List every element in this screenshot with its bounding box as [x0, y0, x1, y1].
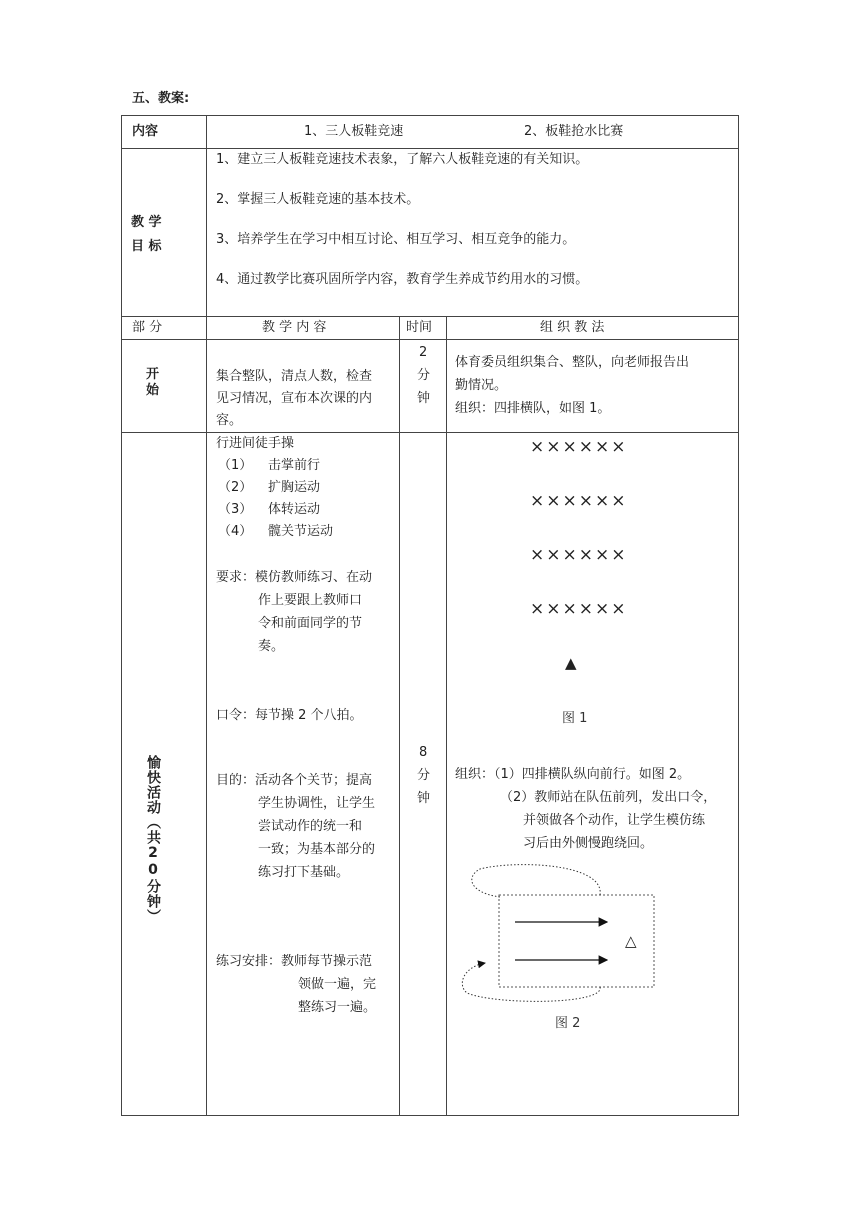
start-time: 2	[419, 345, 428, 360]
activity-time: 8	[419, 745, 428, 760]
requirement-line: 要求：模仿教师练习、在动	[216, 570, 373, 585]
content-item-1: 1、三人板鞋竞速	[304, 124, 404, 139]
start-method-line: 体育委员组织集合、整队，向老师报告出	[455, 355, 690, 370]
start-label-line1: 开	[146, 367, 160, 382]
move-text: 击掌前行	[268, 458, 321, 473]
purpose-line: 目的：活动各个关节；提高	[216, 773, 373, 788]
activity-time: 钟	[417, 791, 431, 806]
section-heading: 五、教案:	[132, 91, 190, 106]
arrangement-line: 整练习一遍。	[298, 1000, 377, 1015]
organization-line: 组织：（1）四排横队纵向前行。如图 2。	[455, 767, 691, 782]
goal-item: 4、通过教学比赛巩固所学内容，教育学生养成节约用水的习惯。	[216, 272, 589, 287]
purpose-line: 练习打下基础。	[258, 865, 350, 880]
header-time: 时间	[406, 320, 433, 335]
move-num: （3）	[218, 502, 253, 517]
organization-line: 并领做各个动作，让学生模仿练	[523, 813, 706, 828]
activity-title: 行进间徒手操	[216, 436, 295, 451]
teacher-marker-icon: ▲	[565, 654, 577, 672]
move-num: （2）	[218, 480, 253, 495]
figure-1-caption: 图 1	[562, 711, 588, 726]
move-text: 髋关节运动	[268, 524, 334, 539]
header-method: 组 织 教 法	[540, 320, 605, 335]
header-part: 部 分	[132, 320, 163, 335]
organization-line: （2）教师站在队伍前列，发出口令，	[500, 790, 717, 805]
start-content-line: 见习情况，宣布本次课的内	[216, 391, 373, 406]
content-label: 内容	[132, 124, 159, 139]
move-num: （1）	[218, 458, 253, 473]
move-text: 体转运动	[268, 502, 321, 517]
requirement-line: 作上要跟上教师口	[258, 593, 363, 608]
move-text: 扩胸运动	[268, 480, 321, 495]
figure-2-diagram	[455, 855, 670, 1005]
activity-label: 愉快活动（共20分钟）	[145, 755, 161, 924]
arrangement-line: 练习安排：教师每节操示范	[216, 954, 373, 969]
arrangement-line: 领做一遍，完	[298, 977, 377, 992]
requirement-line: 奏。	[258, 639, 285, 654]
start-method-line: 组织：四排横队，如图 1。	[455, 401, 611, 416]
purpose-line: 尝试动作的统一和	[258, 819, 363, 834]
return-path-top	[472, 865, 600, 897]
content-item-2: 2、板鞋抢水比赛	[524, 124, 624, 139]
command-text: 口令：每节操 2 个八拍。	[216, 708, 363, 723]
goal-item: 1、建立三人板鞋竞速技术表象，了解六人板鞋竞速的有关知识。	[216, 152, 589, 167]
start-label-line2: 始	[146, 383, 160, 398]
purpose-line: 学生协调性，让学生	[258, 796, 376, 811]
purpose-line: 一致；为基本部分的	[258, 842, 376, 857]
start-content-line: 集合整队，清点人数，检查	[216, 369, 373, 384]
student-row: ××××××	[530, 437, 628, 457]
return-path-bottom	[462, 963, 600, 1001]
goals-label-line2: 目 标	[131, 239, 162, 254]
requirement-line: 令和前面同学的节	[258, 616, 363, 631]
student-row: ××××××	[530, 599, 628, 619]
student-row: ××××××	[530, 491, 628, 511]
start-content-line: 容。	[216, 413, 243, 428]
start-time: 分	[417, 368, 431, 383]
start-method-line: 勤情况。	[455, 378, 508, 393]
goal-item: 2、掌握三人板鞋竞速的基本技术。	[216, 192, 420, 207]
organization-line: 习后由外侧慢跑绕回。	[523, 836, 654, 851]
activity-time: 分	[417, 768, 431, 783]
start-time: 钟	[417, 391, 431, 406]
goal-item: 3、培养学生在学习中相互讨论、相互学习、相互竞争的能力。	[216, 232, 576, 247]
header-content: 教 学 内 容	[262, 320, 327, 335]
teacher-outline-icon: △	[625, 932, 637, 950]
goals-label-line1: 教 学	[131, 215, 162, 230]
figure-2-caption: 图 2	[555, 1016, 581, 1031]
move-num: （4）	[218, 524, 253, 539]
student-row: ××××××	[530, 545, 628, 565]
